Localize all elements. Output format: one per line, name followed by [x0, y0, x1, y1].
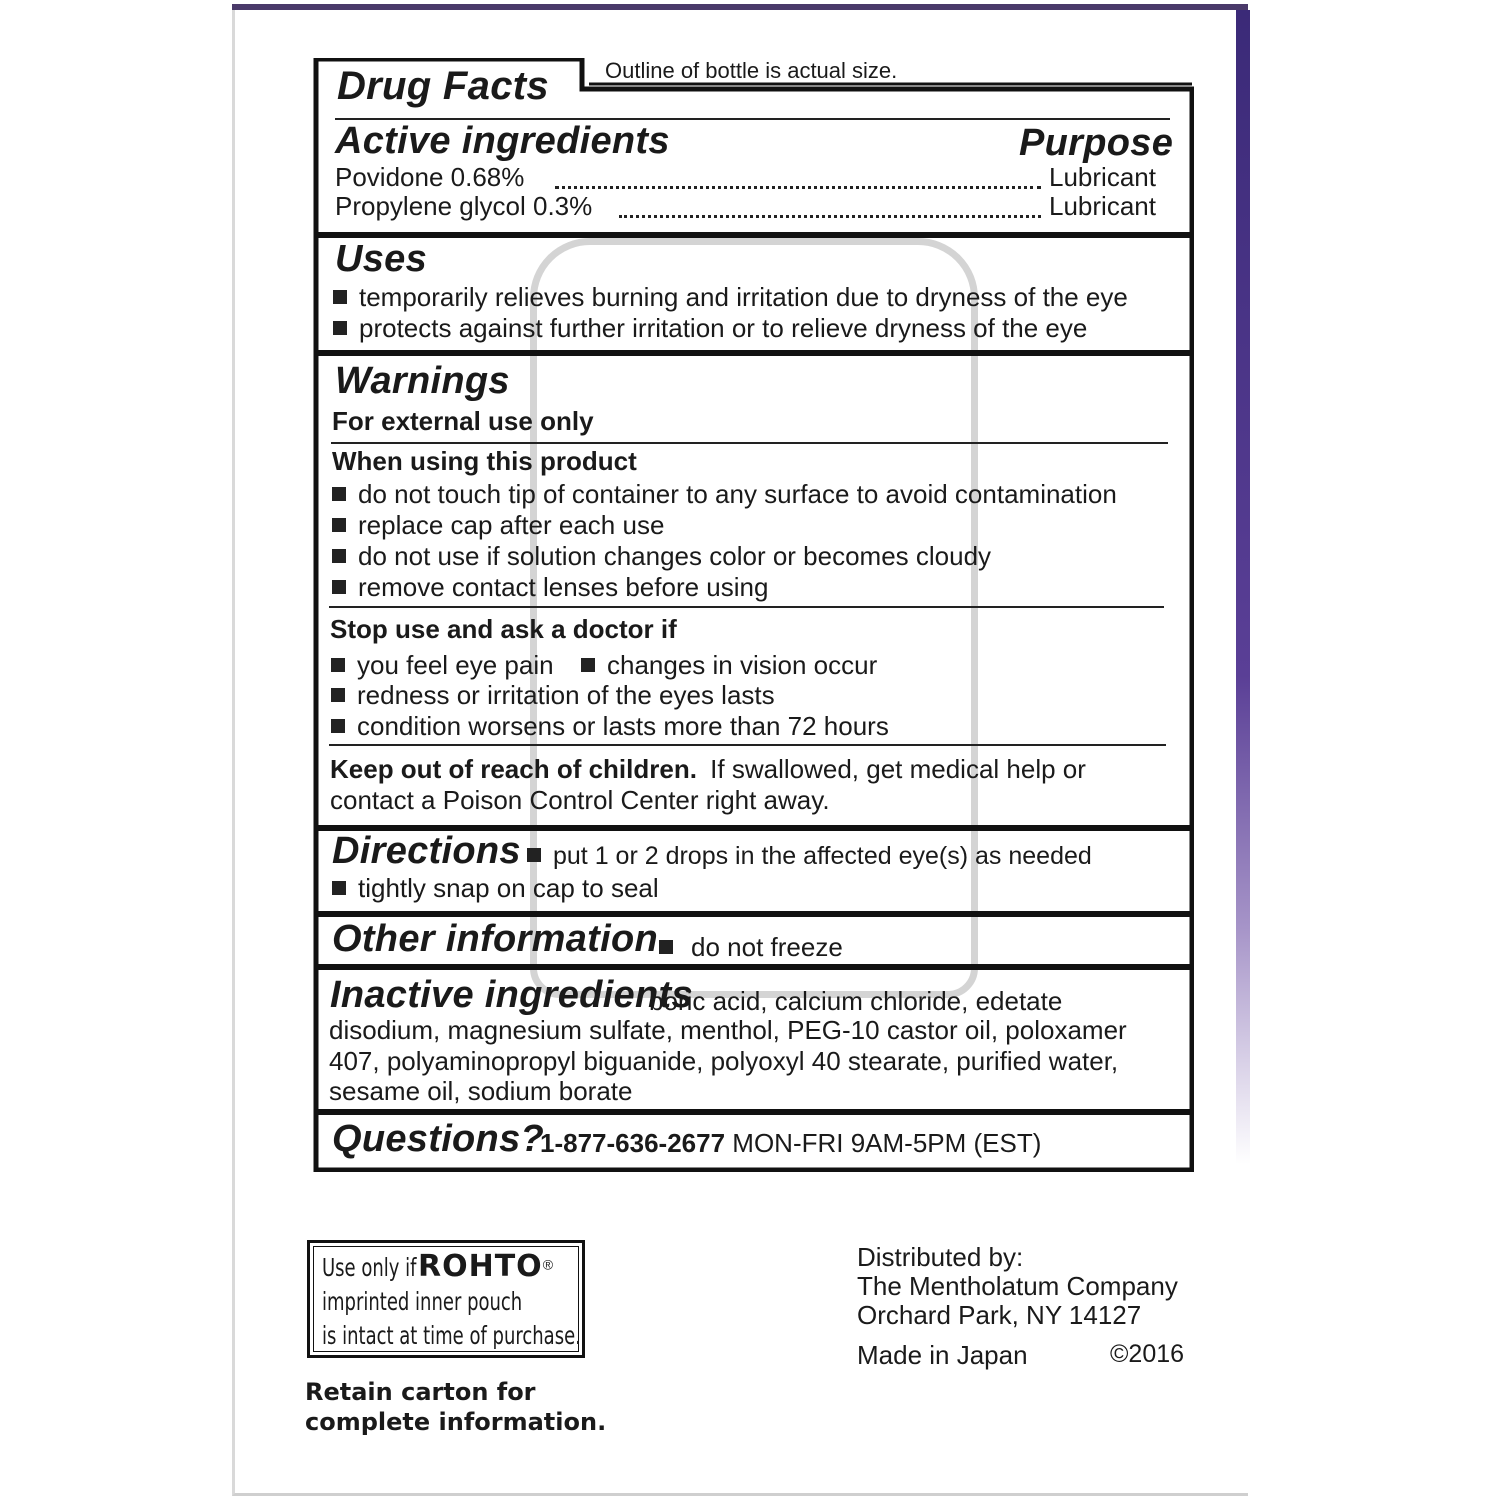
active-ingredients-heading: Active ingredients [335, 120, 670, 162]
leader-dots [619, 215, 1041, 218]
made-in-note: Made in Japan [857, 1340, 1028, 1370]
stop-use-item: changes in vision occur [581, 650, 877, 681]
bullet-icon [331, 658, 345, 672]
tamper-seal-notice [307, 1240, 585, 1358]
warnings-heading: Warnings [335, 360, 510, 402]
uses-item: temporarily relieves burning and irritation due to dryness of the eye [333, 282, 1128, 313]
when-using-item: do not use if solution changes color or becomes cloudy [332, 541, 991, 572]
inactive-ingredients-text: 407, polyaminopropyl biguanide, polyoxyl 40 stearate, purified water, [329, 1046, 1119, 1076]
bullet-icon [332, 487, 346, 501]
bullet-icon [332, 518, 346, 532]
copyright-note: ©2016 [1110, 1340, 1185, 1368]
uses-heading: Uses [335, 238, 428, 280]
bullet-icon [332, 881, 346, 895]
other-information-item: do not freeze [659, 932, 843, 963]
section-divider [315, 911, 1190, 917]
active-ingredient-name: Povidone 0.68% [335, 162, 525, 192]
inactive-ingredients-text: boric acid, calcium chloride, edetate [649, 986, 1063, 1016]
inactive-ingredients-text: disodium, magnesium sulfate, menthol, PEG-10 castor oil, poloxamer [329, 1015, 1127, 1045]
when-using-heading: When using this product [332, 446, 637, 476]
tamper-seal-line2: imprinted inner pouch [322, 1287, 523, 1316]
when-using-item: remove contact lenses before using [332, 572, 768, 603]
warnings-rule [329, 606, 1164, 608]
section-divider [315, 964, 1190, 970]
inactive-ingredients-heading: Inactive ingredients [330, 974, 693, 1016]
other-information-heading: Other information [332, 918, 658, 960]
directions-item: put 1 or 2 drops in the affected eye(s) as needed [527, 842, 1092, 871]
retain-carton-note: Retain carton for [305, 1378, 536, 1406]
stop-use-item: condition worsens or lasts more than 72 hours [331, 711, 889, 742]
bullet-icon [659, 940, 673, 954]
purple-side-edge [1236, 10, 1250, 1490]
when-using-item: replace cap after each use [332, 510, 664, 541]
questions-phone: 1-877-636-2677 MON-FRI 9AM-5PM (EST) [540, 1128, 1042, 1158]
external-use-note: For external use only [332, 406, 594, 436]
tamper-seal-line1: Use only ifROHTO® [322, 1249, 554, 1284]
bullet-icon [333, 321, 347, 335]
warnings-rule [331, 442, 1168, 444]
purpose-heading: Purpose [1019, 122, 1174, 164]
poison-control-note: contact a Poison Control Center right away. [330, 785, 830, 815]
section-divider [315, 350, 1190, 356]
inactive-ingredients-text: sesame oil, sodium borate [329, 1076, 633, 1106]
when-using-item: do not touch tip of container to any surface to avoid contamination [332, 479, 1117, 510]
section-divider [315, 232, 1190, 238]
uses-item: protects against further irritation or to relieve dryness of the eye [333, 313, 1087, 344]
distributed-by-label: Distributed by: [857, 1242, 1024, 1272]
keep-out-of-reach: Keep out of reach of children. If swallowed, get medical help or [330, 754, 1086, 784]
directions-item: tightly snap on cap to seal [332, 873, 659, 904]
drug-facts-panel [307, 58, 1194, 1172]
bullet-icon [331, 719, 345, 733]
carton-top-edge [232, 4, 1248, 10]
stop-use-item: redness or irritation of the eyes lasts [331, 680, 775, 711]
section-divider [315, 1109, 1190, 1115]
rohto-logo: ROHTO [418, 1249, 543, 1284]
stop-use-heading: Stop use and ask a doctor if [330, 614, 677, 644]
warnings-rule [329, 744, 1166, 746]
bullet-icon [333, 290, 347, 304]
stop-use-item: you feel eye pain [331, 650, 554, 681]
bullet-icon [332, 580, 346, 594]
retain-carton-note: complete information. [305, 1408, 607, 1436]
bullet-icon [331, 688, 345, 702]
drug-facts-title: Drug Facts [337, 64, 549, 108]
active-ingredient-name: Propylene glycol 0.3% [335, 191, 593, 221]
distributor-address: Orchard Park, NY 14127 [857, 1300, 1142, 1330]
distributor-company: The Mentholatum Company [857, 1271, 1178, 1301]
tamper-seal-line3: is intact at time of purchase. [322, 1321, 581, 1350]
bullet-icon [527, 848, 541, 862]
bullet-icon [581, 658, 595, 672]
questions-heading: Questions? [332, 1118, 545, 1160]
directions-heading: Directions [332, 830, 521, 872]
bullet-icon [332, 549, 346, 563]
registered-mark: ® [542, 1256, 554, 1273]
active-ingredient-purpose: Lubricant [1049, 162, 1156, 192]
active-ingredient-purpose: Lubricant [1049, 191, 1156, 221]
bottle-outline-note: Outline of bottle is actual size. [605, 58, 898, 83]
leader-dots [555, 186, 1041, 189]
